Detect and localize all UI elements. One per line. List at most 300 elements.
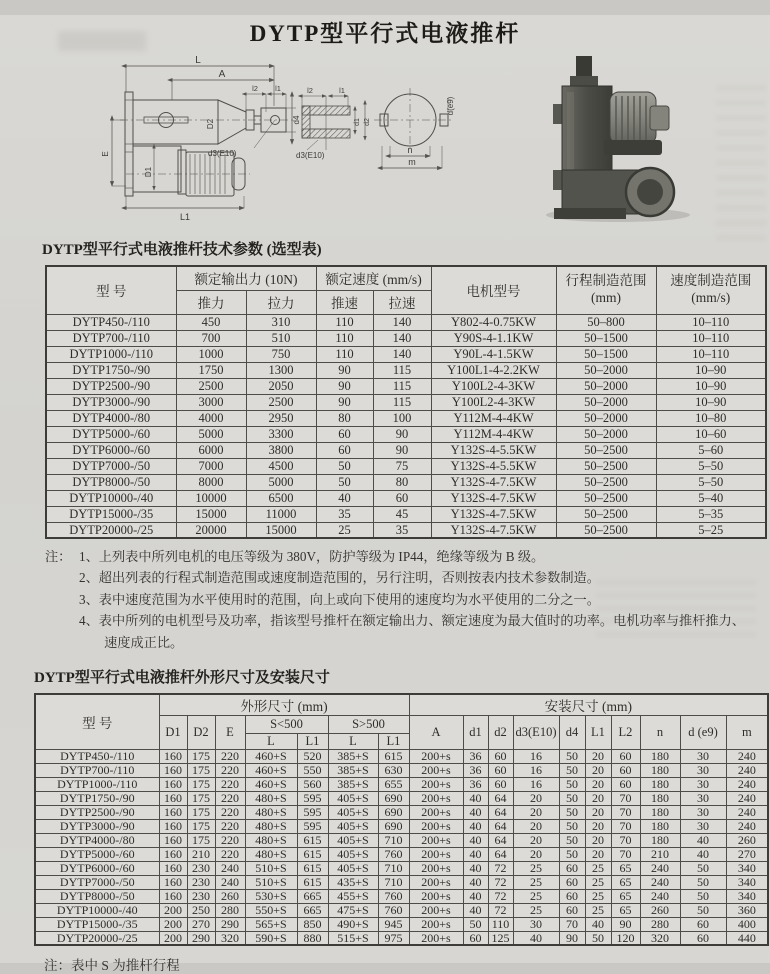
table-cell: 25: [513, 889, 559, 903]
table-cell: 60: [680, 917, 726, 931]
col-header-de9: d (e9): [680, 715, 726, 749]
table-cell: 880: [297, 931, 328, 945]
table-cell: 5–50: [656, 458, 766, 474]
table-cell: DYTP1000-/110: [46, 346, 176, 362]
table-cell: 615: [297, 875, 328, 889]
table-cell: 565+S: [245, 917, 297, 931]
table-cell: 20: [585, 805, 611, 819]
table-cell: 64: [488, 791, 513, 805]
table-cell: 115: [373, 362, 431, 378]
dim-label-L1: L1: [179, 212, 191, 222]
table-cell: 30: [680, 777, 726, 791]
table-cell: DYTP8000-/50: [46, 474, 176, 490]
table-cell: 175: [187, 777, 215, 791]
table-cell: 75: [373, 458, 431, 474]
table-cell: 25: [513, 861, 559, 875]
table-cell: 690: [378, 805, 409, 819]
table-cell: 230: [187, 861, 215, 875]
table-cell: 180: [640, 791, 680, 805]
table-cell: 60: [488, 763, 513, 777]
table-cell: 25: [513, 875, 559, 889]
col-header-pull-speed: 拉速: [373, 290, 431, 314]
dim-label-D1: D1: [144, 166, 153, 178]
table-cell: 405+S: [328, 847, 378, 861]
table-cell: 180: [640, 763, 680, 777]
table-cell: 60: [316, 426, 373, 442]
table-cell: 50–2500: [556, 506, 656, 522]
notes-prefix: 注：: [45, 549, 72, 564]
tech-params-table: [45, 265, 767, 539]
table-cell: 70: [611, 847, 640, 861]
table-cell: 760: [378, 889, 409, 903]
table-cell: 115: [373, 378, 431, 394]
table-cell: 320: [215, 931, 245, 945]
table-row: [35, 819, 768, 833]
table-cell: 70: [611, 791, 640, 805]
table-cell: 10000: [176, 490, 246, 506]
table-cell: 710: [378, 861, 409, 875]
table-cell: 405+S: [328, 861, 378, 875]
table-cell: 35: [316, 506, 373, 522]
table-cell: 140: [373, 346, 431, 362]
table-cell: 40: [463, 847, 488, 861]
col-header-motor: 电机型号: [431, 266, 556, 314]
table-cell: 8000: [176, 474, 246, 490]
table-cell: 90: [316, 394, 373, 410]
table-cell: 60: [559, 875, 585, 889]
table-cell: Y100L2-4-3KW: [431, 394, 556, 410]
table-cell: 200+s: [409, 805, 463, 819]
table-cell: 50–2500: [556, 474, 656, 490]
table-cell: 510+S: [245, 875, 297, 889]
table-cell: DYTP10000-/40: [35, 903, 159, 917]
table-cell: 100: [373, 410, 431, 426]
table-cell: 50: [680, 889, 726, 903]
dim-label-m: m: [408, 157, 416, 167]
table-cell: 40: [463, 805, 488, 819]
table-cell: 70: [559, 917, 585, 931]
note-item: 3、表中速度范围为水平使用时的范围，向上或向下使用的速度均为水平使用的二分之一。: [79, 591, 600, 607]
table-row: [46, 330, 766, 346]
table-cell: 110: [316, 314, 373, 330]
table-cell: 16: [513, 777, 559, 791]
table-cell: 64: [488, 847, 513, 861]
table-cell: 200: [159, 903, 187, 917]
table-cell: 110: [488, 917, 513, 931]
table-row: [35, 861, 768, 875]
table-cell: 1000: [176, 346, 246, 362]
table-cell: 25: [513, 903, 559, 917]
table-cell: 11000: [246, 506, 316, 522]
table-cell: 160: [159, 875, 187, 889]
table-cell: 510: [246, 330, 316, 346]
table-cell: 160: [159, 749, 187, 763]
table-cell: 240: [215, 861, 245, 875]
table-cell: 10–90: [656, 362, 766, 378]
table-cell: 125: [488, 931, 513, 945]
table-row: [46, 522, 766, 538]
table-cell: 200+s: [409, 791, 463, 805]
table-cell: 4000: [176, 410, 246, 426]
table-cell: 550+S: [245, 903, 297, 917]
note-item: 2、超出列表的行程式制造范围或速度制造范围的，另行注明，否则按表内技术参数制造。: [79, 570, 600, 586]
table-cell: DYTP7000-/50: [46, 458, 176, 474]
table-cell: DYTP1000-/110: [35, 777, 159, 791]
table-cell: 50: [559, 763, 585, 777]
table-cell: 175: [187, 791, 215, 805]
col-header-L2-mount: L2: [611, 715, 640, 749]
technical-drawing: [96, 54, 532, 226]
table-cell: 180: [640, 749, 680, 763]
table-cell: 72: [488, 861, 513, 875]
table-cell: 850: [297, 917, 328, 931]
table-cell: 200: [159, 917, 187, 931]
table-cell: 615: [297, 847, 328, 861]
table-cell: 20: [585, 749, 611, 763]
table-cell: Y132S-4-5.5KW: [431, 458, 556, 474]
table-cell: 200+s: [409, 777, 463, 791]
table-cell: 60: [611, 777, 640, 791]
table-row: [35, 777, 768, 791]
table-cell: 72: [488, 889, 513, 903]
table-cell: 30: [680, 819, 726, 833]
table-cell: 60: [611, 749, 640, 763]
table-cell: 240: [726, 749, 768, 763]
table-cell: 50: [559, 805, 585, 819]
table-cell: 10–90: [656, 378, 766, 394]
table-row: [46, 442, 766, 458]
table-cell: 385+S: [328, 777, 378, 791]
table-cell: 25: [585, 903, 611, 917]
table-cell: 110: [316, 330, 373, 346]
table-cell: 200+s: [409, 847, 463, 861]
table-cell: 5–40: [656, 490, 766, 506]
table-cell: 340: [726, 889, 768, 903]
dim-label-d4: d4: [292, 115, 301, 125]
col-header-E: E: [215, 715, 245, 749]
table-cell: 200+s: [409, 931, 463, 945]
table-cell: 20: [585, 833, 611, 847]
table-row: [35, 889, 768, 903]
table-cell: 64: [488, 805, 513, 819]
table-cell: 435+S: [328, 875, 378, 889]
table-cell: 230: [187, 889, 215, 903]
table-cell: 50–2500: [556, 490, 656, 506]
table-cell: 175: [187, 819, 215, 833]
col-header-d4: d4: [559, 715, 585, 749]
table-cell: 290: [187, 931, 215, 945]
table-cell: 240: [215, 875, 245, 889]
table-cell: 690: [378, 819, 409, 833]
table-cell: 160: [159, 777, 187, 791]
table-cell: DYTP5000-/60: [46, 426, 176, 442]
table-cell: 70: [611, 819, 640, 833]
col-header-A: A: [409, 715, 463, 749]
table-cell: 60: [316, 442, 373, 458]
table-cell: 60: [559, 861, 585, 875]
table-row: [35, 931, 768, 945]
table-cell: DYTP6000-/60: [46, 442, 176, 458]
table-cell: DYTP4000-/80: [35, 833, 159, 847]
table2-caption: DYTP型平行式电液推杆外形尺寸及安装尺寸: [34, 669, 330, 686]
table-cell: 60: [488, 749, 513, 763]
table-cell: 560: [297, 777, 328, 791]
table-cell: 360: [726, 903, 768, 917]
col-header-s-gt-500: S>500: [328, 715, 409, 733]
table-cell: 515+S: [328, 931, 378, 945]
table-cell: 40: [680, 847, 726, 861]
dimensions-table-body: [35, 749, 768, 945]
dim-label-L: L: [195, 55, 201, 66]
table-cell: 480+S: [245, 791, 297, 805]
table-cell: 280: [215, 903, 245, 917]
table-cell: 25: [585, 875, 611, 889]
col-header-D1: D1: [159, 715, 187, 749]
table-cell: 50: [463, 917, 488, 931]
table-cell: 2950: [246, 410, 316, 426]
table-cell: 975: [378, 931, 409, 945]
figure-strip: [0, 52, 770, 230]
table-cell: 250: [187, 903, 215, 917]
table-cell: DYTP700-/110: [46, 330, 176, 346]
table-cell: 25: [316, 522, 373, 538]
table-cell: DYTP1750-/90: [46, 362, 176, 378]
col-header-d3E10: d3(E10): [513, 715, 559, 749]
note-item: 1、上列表中所列电机的电压等级为 380V，防护等级为 IP44，绝缘等级为 B 级。: [79, 549, 545, 564]
table-cell: 40: [463, 875, 488, 889]
table-cell: 50: [559, 749, 585, 763]
table-cell: 160: [159, 791, 187, 805]
table-cell: DYTP2500-/90: [35, 805, 159, 819]
table-cell: 50–2000: [556, 394, 656, 410]
table-cell: 200+s: [409, 819, 463, 833]
table-cell: 340: [726, 875, 768, 889]
table-cell: 450: [176, 314, 246, 330]
table-cell: 90: [373, 442, 431, 458]
table-row: [46, 458, 766, 474]
table-cell: 7000: [176, 458, 246, 474]
table-cell: 220: [215, 763, 245, 777]
dim-label-de9: d(e9): [446, 96, 455, 116]
bottom-note: 注：表中 S 为推杆行程: [44, 958, 180, 974]
table-cell: 70: [611, 805, 640, 819]
table-cell: 595: [297, 819, 328, 833]
table-cell: 5000: [176, 426, 246, 442]
table-cell: 140: [373, 314, 431, 330]
table-cell: 25: [585, 861, 611, 875]
table-cell: 10–110: [656, 314, 766, 330]
table-cell: 220: [215, 805, 245, 819]
table-cell: 405+S: [328, 833, 378, 847]
table-cell: 260: [640, 903, 680, 917]
table-cell: 200: [159, 931, 187, 945]
col-header-D2: D2: [187, 715, 215, 749]
table-cell: 90: [611, 917, 640, 931]
col-header-n: n: [640, 715, 680, 749]
table-cell: DYTP20000-/25: [46, 522, 176, 538]
col-header-outline-dims: 外形尺寸 (mm): [159, 694, 409, 716]
table-cell: DYTP15000-/35: [46, 506, 176, 522]
table-cell: 50: [559, 833, 585, 847]
table-cell: 760: [378, 903, 409, 917]
table-cell: 40: [463, 889, 488, 903]
table-cell: 40: [463, 791, 488, 805]
table-cell: 3000: [176, 394, 246, 410]
table-cell: 20: [513, 805, 559, 819]
table-cell: 200+s: [409, 875, 463, 889]
table-cell: 405+S: [328, 819, 378, 833]
table-cell: 50: [680, 903, 726, 917]
actuator-photo-illustration: [546, 56, 690, 222]
table-cell: 140: [373, 330, 431, 346]
table-cell: 5–25: [656, 522, 766, 538]
table-cell: Y132S-4-7.5KW: [431, 490, 556, 506]
table-cell: 240: [640, 889, 680, 903]
table-cell: DYTP2500-/90: [46, 378, 176, 394]
table-cell: 690: [378, 791, 409, 805]
table-cell: 475+S: [328, 903, 378, 917]
table-cell: 50–1500: [556, 346, 656, 362]
table-cell: 240: [726, 777, 768, 791]
table-cell: 16: [513, 763, 559, 777]
table-cell: 460+S: [245, 749, 297, 763]
table-cell: 65: [611, 903, 640, 917]
table-cell: 180: [640, 777, 680, 791]
table-cell: 50: [559, 791, 585, 805]
product-photo: [538, 52, 708, 226]
dim-label-l1: l1: [275, 84, 281, 93]
dim-label-D2: D2: [206, 118, 215, 130]
table-cell: 40: [585, 917, 611, 931]
table-cell: 180: [640, 819, 680, 833]
table-row: [46, 506, 766, 522]
table-cell: 50: [559, 777, 585, 791]
note-item: 4、表中所列的电机型号及功率，指该型号推杆在额定输出力、额定速度为最大值时的功率。电机功率与推杆推力、速度成正比。: [79, 613, 745, 650]
table-cell: 15000: [246, 522, 316, 538]
table-cell: 460+S: [245, 763, 297, 777]
table-cell: Y132S-4-7.5KW: [431, 506, 556, 522]
table-row: [35, 917, 768, 931]
dimensions-table: [34, 693, 769, 947]
table-cell: Y90L-4-1.5KW: [431, 346, 556, 362]
table-cell: 240: [640, 875, 680, 889]
table-cell: 180: [640, 833, 680, 847]
tech-params-table-body: [46, 314, 766, 538]
table-cell: 160: [159, 819, 187, 833]
table-cell: 50–2000: [556, 362, 656, 378]
table-cell: 30: [680, 749, 726, 763]
table-cell: 615: [378, 749, 409, 763]
table-cell: 40: [463, 903, 488, 917]
col-header-pull-force: 拉力: [246, 290, 316, 314]
table-cell: 5–60: [656, 442, 766, 458]
table-cell: 210: [187, 847, 215, 861]
table-cell: Y90S-4-1.1KW: [431, 330, 556, 346]
page: [0, 15, 770, 974]
table-cell: 270: [726, 847, 768, 861]
page-title: DYTP型平行式电液推杆: [249, 21, 521, 46]
col-header-speed-range: [656, 266, 766, 314]
table-cell: 3800: [246, 442, 316, 458]
table-cell: 72: [488, 875, 513, 889]
table-cell: 40: [680, 833, 726, 847]
notes-list: [79, 546, 747, 653]
table-cell: 2050: [246, 378, 316, 394]
table-cell: 200+s: [409, 833, 463, 847]
table-cell: 240: [726, 763, 768, 777]
table-cell: 35: [373, 522, 431, 538]
table-cell: 40: [513, 931, 559, 945]
table-cell: 320: [640, 931, 680, 945]
table-cell: 200+s: [409, 917, 463, 931]
table-cell: 50: [316, 474, 373, 490]
table-cell: 50–2000: [556, 378, 656, 394]
table-cell: DYTP4000-/80: [46, 410, 176, 426]
table-cell: 10–110: [656, 330, 766, 346]
table-cell: 6500: [246, 490, 316, 506]
table-cell: 340: [726, 861, 768, 875]
table-cell: 50–2000: [556, 426, 656, 442]
table-cell: 60: [611, 763, 640, 777]
col-header-L1-lt: L1: [297, 733, 328, 749]
table-row: [35, 903, 768, 917]
table-row: [35, 847, 768, 861]
table-row: [46, 490, 766, 506]
table-cell: 590+S: [245, 931, 297, 945]
table-cell: 2500: [176, 378, 246, 394]
table-cell: 240: [726, 819, 768, 833]
table-cell: 1750: [176, 362, 246, 378]
table-cell: 20: [585, 763, 611, 777]
table-cell: 175: [187, 749, 215, 763]
table-cell: DYTP8000-/50: [35, 889, 159, 903]
table-cell: 36: [463, 749, 488, 763]
table-cell: 760: [378, 847, 409, 861]
table-cell: 20: [513, 819, 559, 833]
table-cell: Y132S-4-7.5KW: [431, 522, 556, 538]
table-row: [35, 805, 768, 819]
dim-label-A: A: [218, 69, 226, 80]
table-cell: 750: [246, 346, 316, 362]
col-header-m: m: [726, 715, 768, 749]
table-cell: 90: [559, 931, 585, 945]
dim-label-d2: d2: [364, 118, 371, 126]
table-cell: 665: [297, 903, 328, 917]
table-cell: 80: [373, 474, 431, 490]
table-cell: 385+S: [328, 763, 378, 777]
table-cell: 60: [463, 931, 488, 945]
table-cell: 50–2000: [556, 410, 656, 426]
table-cell: 60: [373, 490, 431, 506]
table-cell: DYTP6000-/60: [35, 861, 159, 875]
table-cell: 220: [215, 777, 245, 791]
table-cell: 60: [559, 903, 585, 917]
table-cell: 175: [187, 763, 215, 777]
table-cell: 20: [585, 791, 611, 805]
table-cell: 40: [463, 819, 488, 833]
table-cell: 400: [726, 917, 768, 931]
col-header-L-lt: L: [245, 733, 297, 749]
table-cell: 60: [488, 777, 513, 791]
table-cell: 50: [680, 875, 726, 889]
col-header-push-speed: 推速: [316, 290, 373, 314]
table-cell: 290: [215, 917, 245, 931]
table-cell: 25: [585, 889, 611, 903]
table-cell: 20: [585, 847, 611, 861]
table-cell: 160: [159, 847, 187, 861]
table-cell: 945: [378, 917, 409, 931]
side-view: [112, 66, 296, 208]
